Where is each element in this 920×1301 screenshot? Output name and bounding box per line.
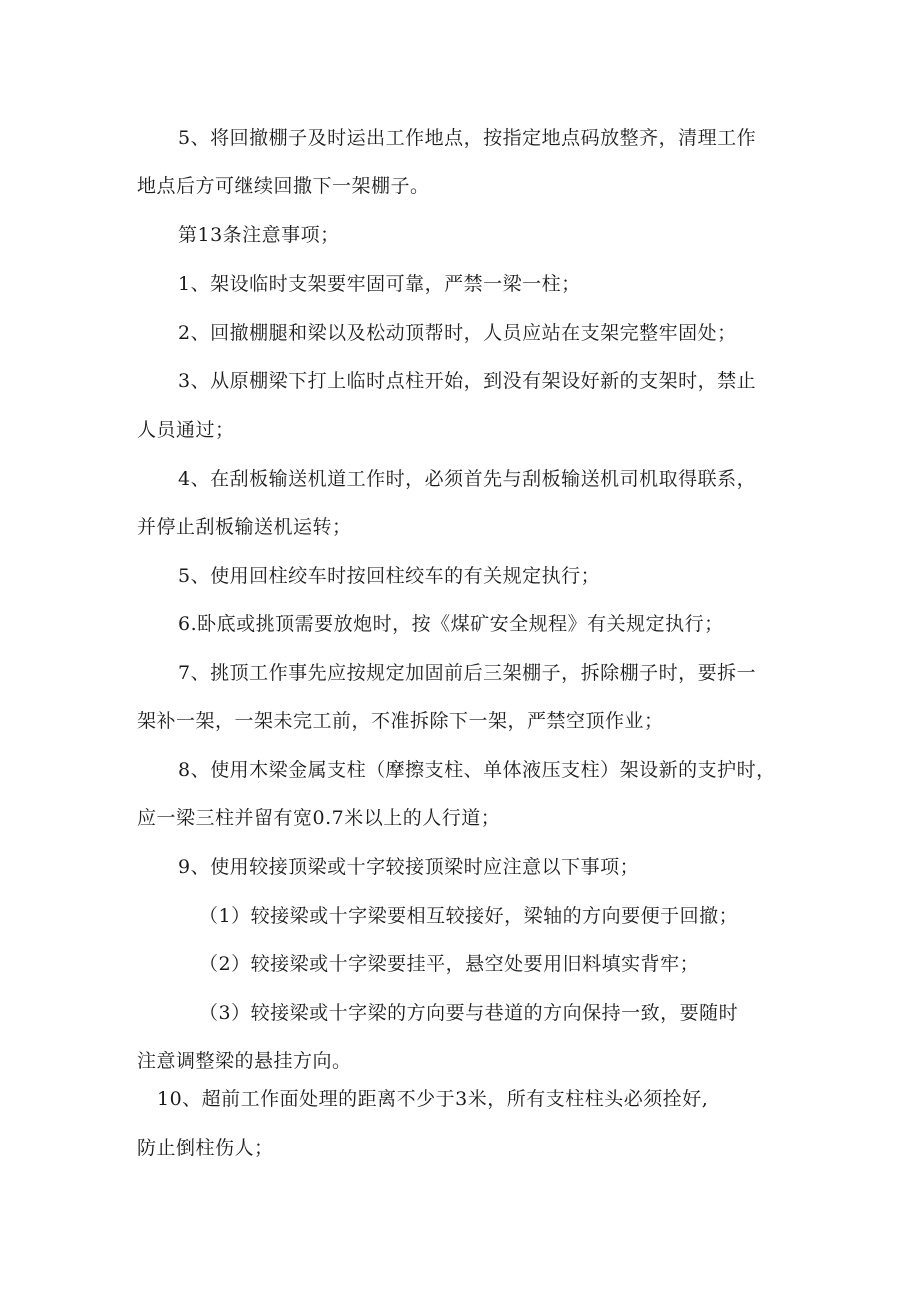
section-heading: 第13条注意事项； [178, 224, 340, 246]
text-line: 人员通过； [137, 419, 235, 441]
text-line: 1、架设临时支架要牢固可靠，严禁一梁一柱； [178, 273, 581, 295]
text-line: 地点后方可继续回撒下一架棚子。 [137, 175, 430, 197]
text-line: 注意调整梁的悬挂方向。 [137, 1050, 352, 1072]
text-line: 10、超前工作面处理的距离不少于3米，所有支柱柱头必须拴好, [157, 1088, 709, 1110]
text-line: 7、挑顶工作事先应按规定加固前后三架棚子，拆除棚子时，要拆一 [178, 662, 757, 684]
text-line: 6.卧底或挑顶需要放炮时，按《煤矿安全规程》有关规定执行； [178, 613, 724, 635]
text-line: （3）较接梁或十字梁的方向要与巷道的方向保持一致，要随时 [199, 1002, 739, 1024]
text-line: 并停止刮板输送机运转； [137, 516, 352, 538]
text-line: 防止倒柱伤人； [137, 1137, 274, 1159]
text-line: 5、将回撤棚子及时运出工作地点，按指定地点码放整齐，清理工作 [178, 127, 757, 149]
text-line: 架补一架，一架未完工前，不准拆除下一架，严禁空顶作业； [137, 710, 664, 732]
text-line: 2、回撤棚腿和梁以及松动顶帮时，人员应站在支架完整牢固处； [178, 322, 737, 344]
text-line: 9、使用较接顶梁或十字较接顶梁时应注意以下事项； [178, 856, 640, 878]
text-line: 应一梁三柱并留有宽0.7米以上的人行道； [137, 807, 501, 829]
text-line: 8、使用木梁金属支柱（摩擦支柱、单体液压支柱）架设新的支护时， [178, 759, 776, 781]
text-line: 5、使用回柱绞车时按回柱绞车的有关规定执行； [178, 565, 601, 587]
text-line: （2）较接梁或十字梁要挂平，悬空处要用旧料填实背牢； [199, 953, 700, 975]
text-line: （1）较接梁或十字梁要相互较接好，梁轴的方向要便于回撤； [199, 905, 739, 927]
text-line: 3、从原棚梁下打上临时点柱开始，到没有架设好新的支架时，禁止 [178, 370, 757, 392]
text-line: 4、在刮板输送机道工作时，必须首先与刮板输送机司机取得联系， [178, 468, 757, 490]
